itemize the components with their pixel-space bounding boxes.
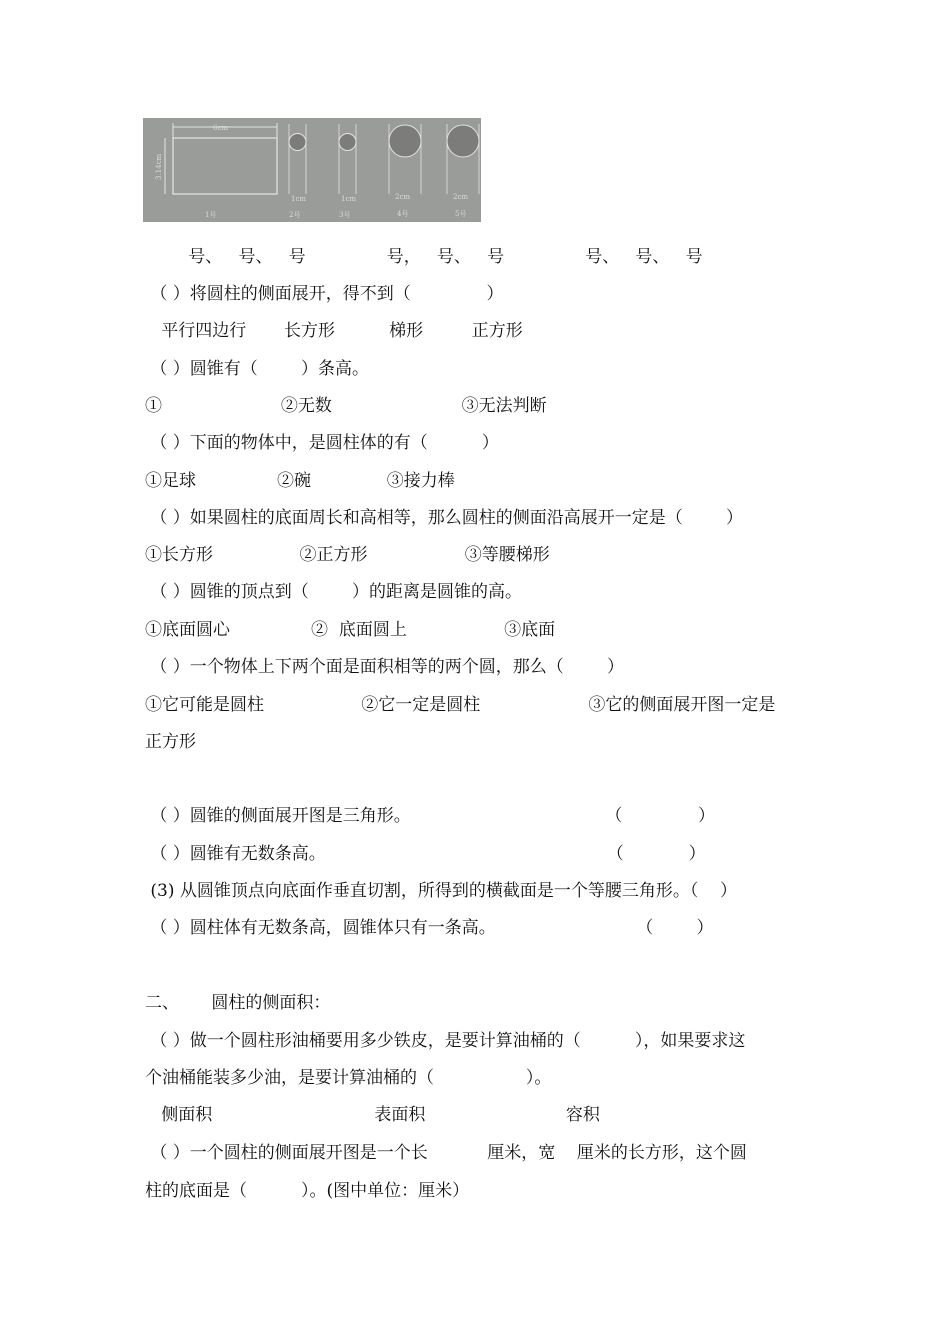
judge-cone-infinite-heights: （ ）圆锥有无数条高。 （ ） xyxy=(145,844,706,864)
options-two-circles: ①它可能是圆柱 ②它一定是圆柱 ③它的侧面展开图一定是 xyxy=(145,695,776,715)
section-two-heading: 二、 圆柱的侧面积： xyxy=(145,993,331,1013)
figure-answer-blanks: 号、 号、 号 号， 号、 号 号、 号、 号 xyxy=(145,247,703,267)
options-two-circles-cont: 正方形 xyxy=(145,732,196,752)
cylinder-parts-figure xyxy=(143,118,481,222)
item-label-1: 1号 xyxy=(205,211,217,219)
options-cone-heights: ① ②无数 ③无法判断 xyxy=(145,396,547,416)
question-cone-height-def: （ ）圆锥的顶点到（ ）的距离是圆锥的高。 xyxy=(145,582,523,602)
question-cone-heights: （ ）圆锥有（ ）条高。 xyxy=(145,359,370,379)
question-oil-drum: （ ）做一个圆柱形油桶要用多少铁皮，是要计算油桶的（ ），如果要求这 xyxy=(145,1031,746,1051)
question-cylinder-objects: （ ）下面的物体中，是圆柱体的有（ ） xyxy=(145,433,499,453)
height-label: 3.14cm xyxy=(155,153,163,180)
diam-label-4: 2cm xyxy=(395,193,411,201)
diam-label-5: 2cm xyxy=(453,193,469,201)
item-label-5: 5号 xyxy=(455,210,467,218)
figure-drawing xyxy=(143,118,481,222)
figure-background xyxy=(143,118,481,222)
options-cylinder-objects: ①足球 ②碗 ③接力棒 xyxy=(145,471,455,491)
item-label-4: 4号 xyxy=(397,210,409,218)
options-unfold-side: 平行四边行 长方形 梯形 正方形 xyxy=(145,321,523,341)
question-oil-drum-cont: 个油桶能装多少油，是要计算油桶的（ ）。 xyxy=(145,1068,552,1088)
options-oil-drum: 侧面积 表面积 容积 xyxy=(145,1105,600,1125)
judge-cylinder-cone-heights: （ ）圆柱体有无数条高，圆锥体只有一条高。 （ ） xyxy=(145,918,714,938)
item-label-3: 3号 xyxy=(339,211,351,219)
width-label: 6cm xyxy=(213,124,229,132)
judge-cone-cross-section: (3) 从圆锥顶点向底面作垂直切割，所得到的横截面是一个等腰三角形。（ ） xyxy=(145,881,738,901)
large-circle-5 xyxy=(447,125,479,157)
question-side-rectangle: （ ）一个圆柱的侧面展开图是一个长 厘米，宽 厘米的长方形，这个圆 xyxy=(145,1143,747,1163)
options-cone-height-def: ①底面圆心 ② 底面圆上 ③底面 xyxy=(145,620,556,640)
diam-label-3: 1cm xyxy=(341,195,357,203)
question-two-circles: （ ）一个物体上下两个面是面积相等的两个圆，那么（ ） xyxy=(145,657,625,677)
diam-label-2: 1cm xyxy=(291,195,307,203)
small-circle-2 xyxy=(289,134,306,151)
small-circle-3 xyxy=(339,134,356,151)
options-side-unfold-shape: ①长方形 ②正方形 ③等腰梯形 xyxy=(145,545,550,565)
question-side-rectangle-cont: 柱的底面是（ ）。(图中单位：厘米） xyxy=(145,1181,470,1201)
item-label-2: 2号 xyxy=(289,211,301,219)
large-circle-4 xyxy=(389,125,421,157)
judge-cone-unfold: （ ）圆锥的侧面展开图是三角形。 （ ） xyxy=(145,806,715,826)
question-side-unfold-shape: （ ）如果圆柱的底面周长和高相等，那么圆柱的侧面沿高展开一定是（ ） xyxy=(145,508,744,528)
question-unfold-side: （ ）将圆柱的侧面展开，得不到（ ） xyxy=(145,284,504,304)
